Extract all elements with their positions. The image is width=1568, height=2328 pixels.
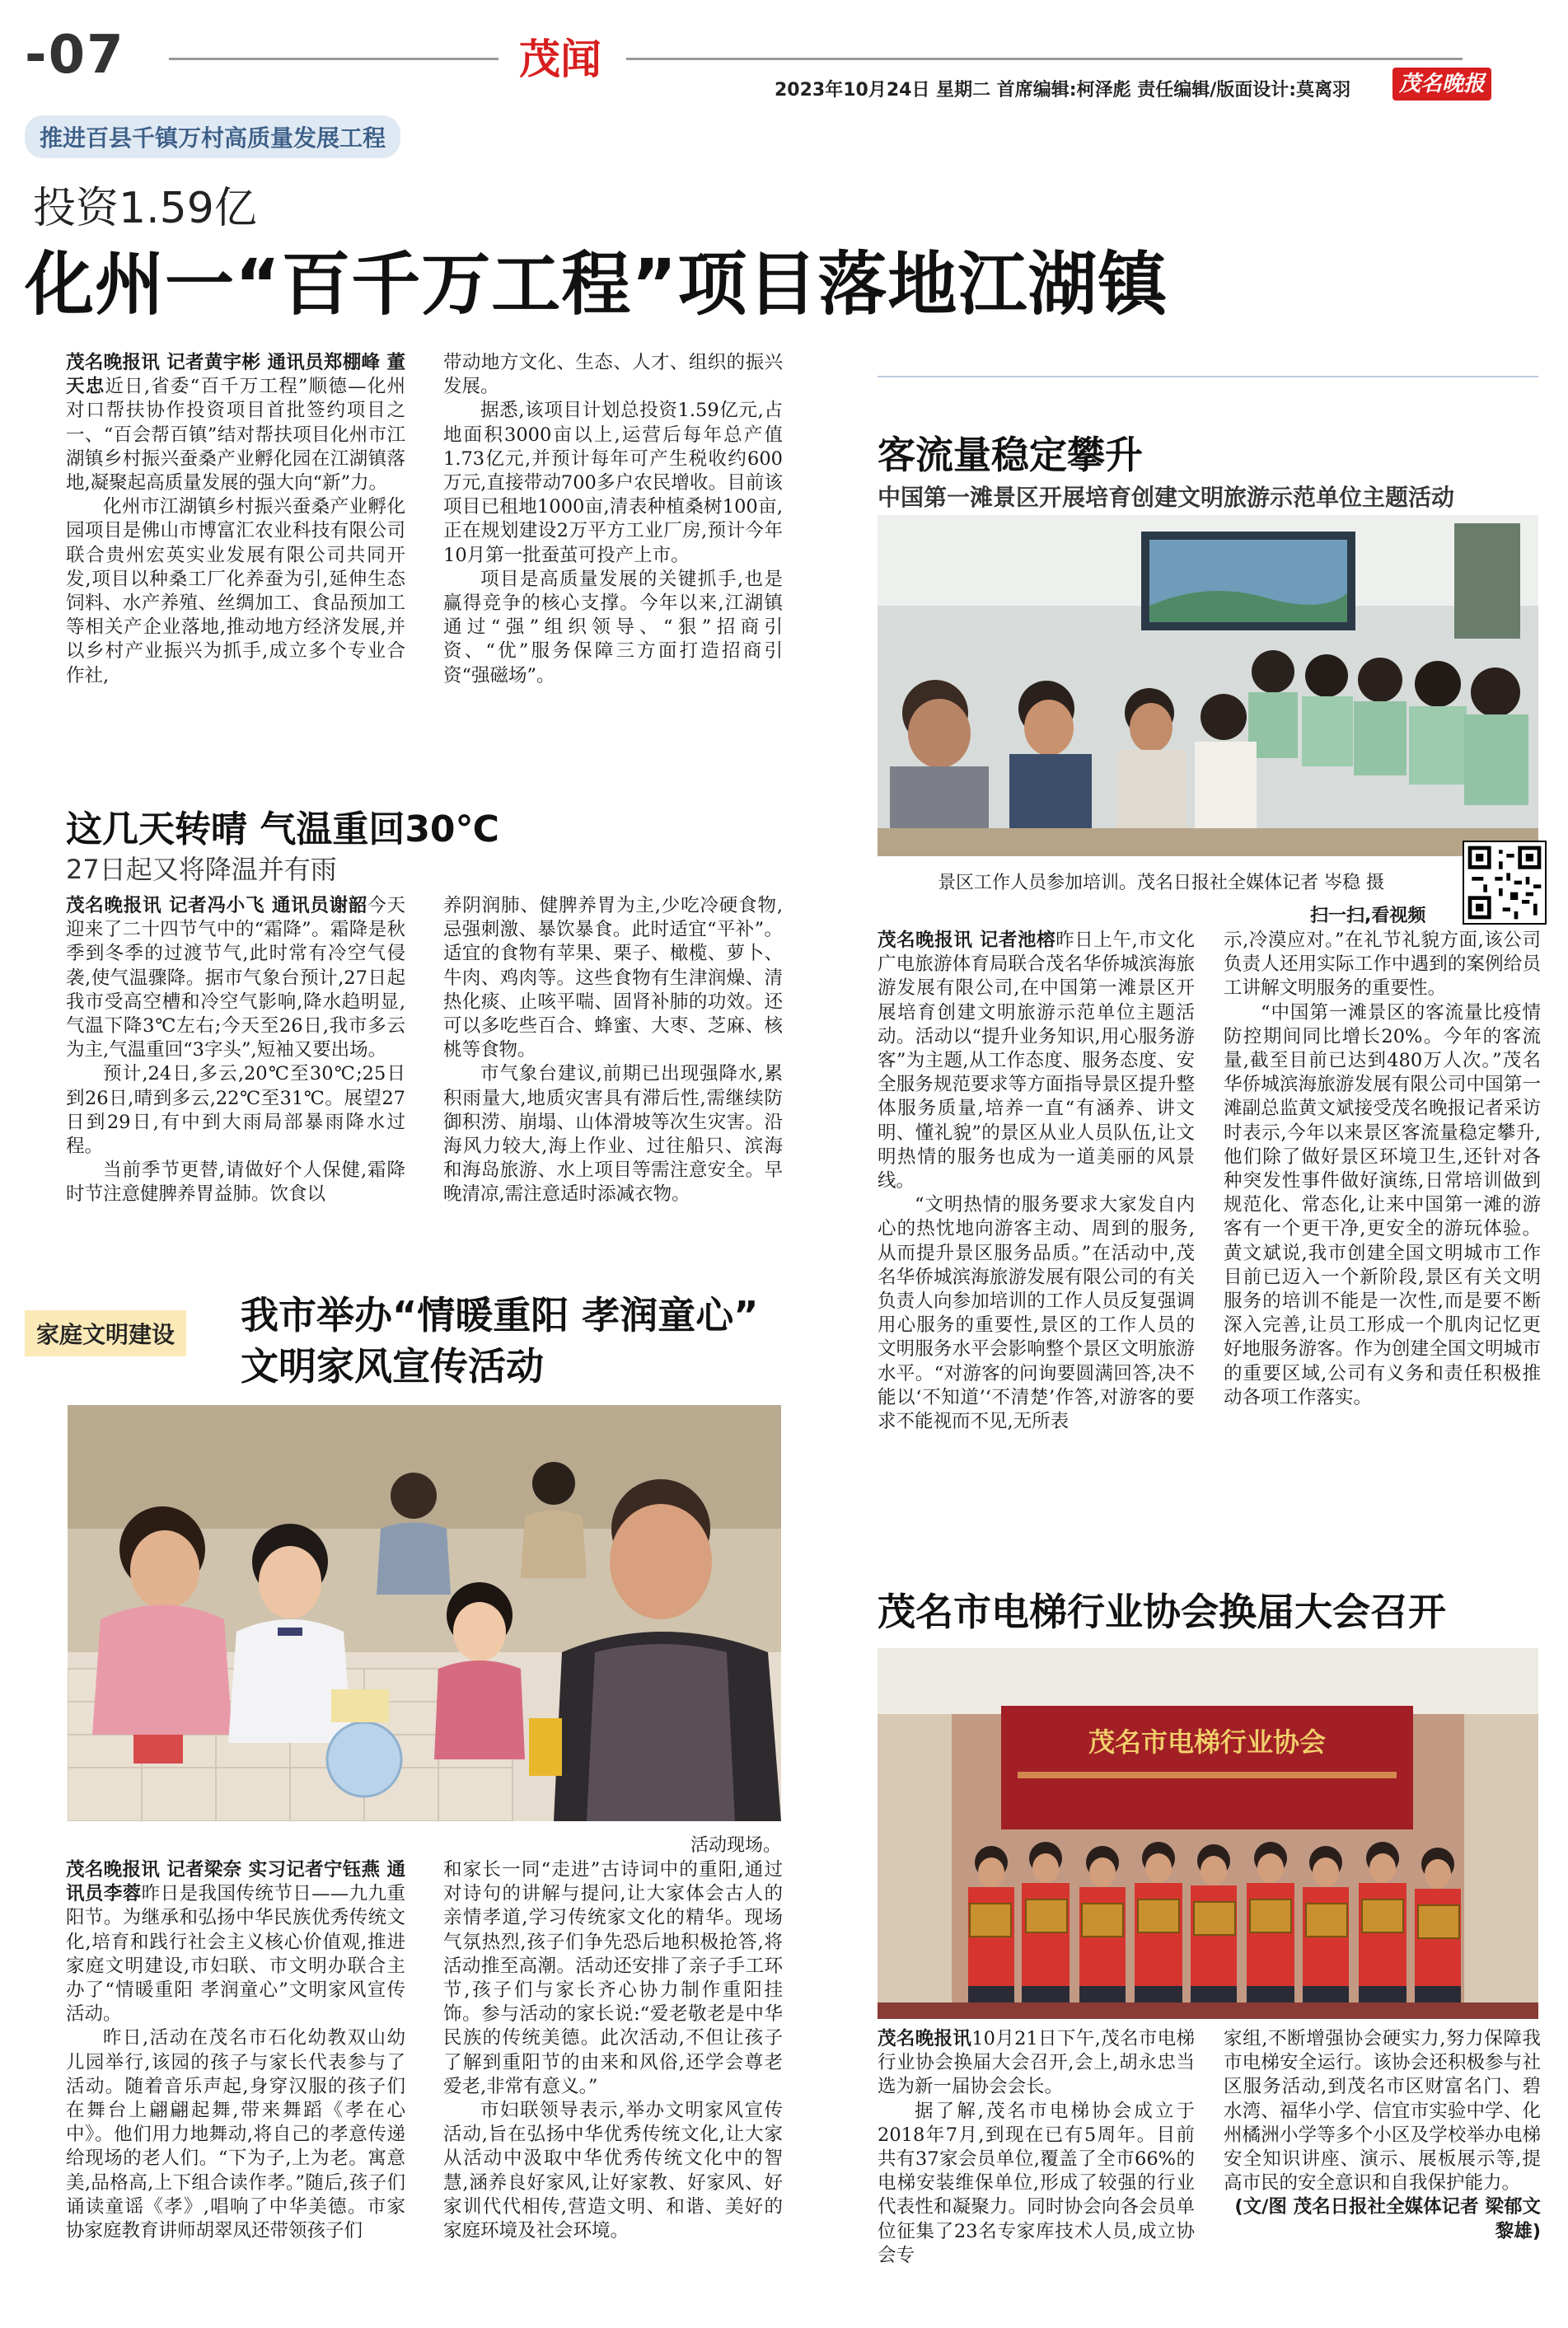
masthead-rule-right xyxy=(626,58,1463,60)
paragraph: 示,冷漠应对。”在礼节礼貌方面,该公司负责人还用实际工作中遇到的案例给员工讲解文明服务的重要性。 xyxy=(1224,930,1541,1000)
paragraph: 昨日是我国传统节日——九九重阳节。为继承和弘扬中华民族优秀传统文化,培育和践行社会主义核心价值观,推进家庭文明建设,市妇联、市文明办联合主办了“情暖重阳 孝润童心”文明家风宣传活动。 xyxy=(66,1883,405,2026)
paragraph: 家组,不断增强协会硬实力,努力保障我市电梯安全运行。该协会还积极参与社区服务活动,到茂名市区财富名门、碧水湾、福华小学、信宜市实验中学、化州橘洲小学等多个小区及学校举办电梯安全知识讲座、演示、展板展示等,提高市民的安全意识和自我保护能力。 xyxy=(1224,2028,1541,2195)
story5-byline: 茂名晚报讯 xyxy=(878,2028,972,2049)
story2-subhead: 27日起又将降温并有雨 xyxy=(66,854,337,885)
story1-byline: 茂名晚报讯 记者黄宇彬 通讯员郑棚峰 董天忠 xyxy=(66,352,405,398)
story2-col2 xyxy=(443,894,783,1207)
paragraph: “中国第一滩景区的客流量比疫情防控期间同比增长20%。今年的客流量,截至目前已达到480万人次。”茂名华侨城滨海旅游发展有限公司中国第一滩副总监黄文斌接受茂名晚报记者采访时表示,今年以来景区客流量稳定攀升,他们除了做好景区环境卫生,还针对各种突发性事件做好演练,日常培训做到规范化、常态化,让来中国第一滩的游客有一个更干净,更安全的游玩体验。黄文斌说,我市创建全国文明城市工作目前已迈入一个新阶段,景区有关文明服务的培训不能是一次性,而是要不断深入完善,让员工形成一个肌肉记忆更好地服务游客。作为创建全国文明城市的重要区域,公司有义务和责任积极推动各项工作落实。 xyxy=(1224,1001,1541,1408)
page-number: -07 xyxy=(25,25,125,86)
paragraph: 项目是高质量发展的关键抓手,也是赢得竞争的核心支撑。今年以来,江湖镇通过“强”组织领导、“狠”招商引资、“优”服务保障三方面打造招商引资“强磁场”。 xyxy=(443,568,783,686)
banner-text: 茂名市电梯行业协会 xyxy=(1088,1726,1327,1758)
story3-col1 xyxy=(66,1858,405,2243)
training-session-illustration xyxy=(878,515,1538,856)
story4-col1 xyxy=(878,929,1195,1434)
masthead-info: 2023年10月24日 星期二 首席编辑:柯泽彪 责任编辑/版面设计:莫离羽 xyxy=(775,80,1351,101)
paragraph: 据悉,该项目计划总投资1.59亿元,占地面积3000亩以上,运营后每年总产值1.73亿元,并预计每年可产生税收约600万元,直接带动700多户农民增收。目前该项目已租地1000亩,清表种植桑树100亩,正在规划建设2万平方工业厂房,预计今年10月第一批蚕茧可投产上市。 xyxy=(443,400,783,566)
story3-byline: 茂名晚报讯 记者梁奈 实习记者宁钰燕 通讯员李蓉 xyxy=(66,1859,405,1905)
story5-col2 xyxy=(1224,2027,1541,2244)
paragraph: 带动地方文化、生态、人才、组织的振兴发展。 xyxy=(443,352,783,398)
story1-kicker: 投资1.59亿 xyxy=(33,184,257,233)
section-name: 茂闻 xyxy=(519,35,601,83)
story1-tag: 推进百县千镇万村高质量发展工程 xyxy=(25,115,400,158)
story1-col1 xyxy=(66,351,405,688)
story5-credit: (文/图 茂名日报社全媒体记者 梁郁文 黎雄) xyxy=(1234,2196,1541,2242)
paragraph: 当前季节更替,请做好个人保健,霜降时节注意健脾养胃益肺。饮食以 xyxy=(66,1159,405,1206)
paragraph: “文明热情的服务要求大家发自内心的热忱地向游客主动、周到的服务,从而提升景区服务品质。”在活动中,茂名华侨城滨海旅游发展有限公司的有关负责人向参加培训的工作人员反复强调用心服务的重要性,景区的工作人员的文明服务水平会影响整个景区文明旅游水平。“对游客的问询要圆满回答,决不能以‘不知道’‘不清楚’作答,对游客的要求不能视而不见,无所表 xyxy=(878,1194,1195,1433)
story3-photo-caption: 活动现场。 xyxy=(690,1835,782,1856)
paragraph: 今天迎来了二十四节气中的“霜降”。霜降是秋季到冬季的过渡节气,此时常有冷空气侵袭,使气温骤降。据市气象台预计,27日起我市受高空槽和冷空气影响,降水趋明显,气温下降3℃左右;今天至26日,我市多云为主,气温重回“3字头”,短袖又要出场。 xyxy=(66,895,405,1061)
paragraph: 养阴润肺、健脾养胃为主,少吃冷硬食物,忌强刺激、暴饮暴食。此时适宜“平补”。适宜的食物有苹果、栗子、橄榄、萝卜、牛肉、鸡肉等。这些食物有生津润燥、清热化痰、止咳平喘、固肾补肺的功效。还可以多吃些百合、蜂蜜、大枣、芝麻、核桃等食物。 xyxy=(443,895,783,1061)
paragraph: 据了解,茂名市电梯协会成立于2018年7月,到现在已有5周年。目前共有37家会员单位,覆盖了全市66%的电梯安装维保单位,形成了较强的行业代表性和凝聚力。同时协会向各会员单位征集了23名专家库技术人员,成立协会专 xyxy=(878,2100,1195,2266)
story5-photo xyxy=(878,1648,1538,2019)
story2-headline: 这几天转晴 气温重回30℃ xyxy=(66,808,499,850)
story5-col1 xyxy=(878,2027,1195,2268)
paper-logo: 茂名晚报 xyxy=(1392,68,1491,101)
paragraph: 市气象台建议,前期已出现强降水,累积雨量大,地质灾害具有滞后性,需继续防御积涝、崩塌、山体滑坡等次生灾害。沿海风力较大,海上作业、过往船只、滨海和海岛旅游、水上项目等需注意安全。早晚清凉,需注意适时添减衣物。 xyxy=(443,1063,783,1206)
paragraph: 昨日,活动在茂名市石化幼教双山幼儿园举行,该园的孩子与家长代表参与了活动。随着音乐声起,身穿汉服的孩子们在舞台上翩翩起舞,带来舞蹈《孝在心中》。他们用力地舞动,将自己的孝意传递给现场的老人们。“下为子,上为老。寓意美,品格高,上下组合读作孝。”随后,孩子们诵读童谣《孝》,唱响了中华美德。市家协家庭教育讲师胡翠凤还带领孩子们 xyxy=(66,2027,405,2242)
paragraph: 化州市江湖镇乡村振兴蚕桑产业孵化园项目是佛山市博富汇农业科技有限公司联合贵州宏英实业发展有限公司共同开发,项目以种桑工厂化养蚕为引,延伸生态饲料、水产养殖、丝绸加工、食品预加工等相关产企业落地,推动地方经济发展,并以乡村产业振兴为抓手,成立多个专业合作社, xyxy=(66,496,405,686)
story2-col1 xyxy=(66,894,405,1207)
story4-subhead: 中国第一滩景区开展培育创建文明旅游示范单位主题活动 xyxy=(878,484,1455,511)
paragraph: 10月21日下午,茂名市电梯行业协会换届大会召开,会上,胡永忠当选为新一届协会会长。 xyxy=(878,2028,1195,2098)
story4-photo xyxy=(878,515,1538,856)
qr-code-icon[interactable] xyxy=(1463,841,1547,925)
group-photo-illustration xyxy=(878,1648,1538,2019)
story4-byline: 茂名晚报讯 记者池榕 xyxy=(878,930,1056,951)
paragraph: 近日,省委“百千万工程”顺德—化州对口帮扶协作投资项目首批签约项目之一、“百会帮百镇”结对帮扶项目化州市江湖镇乡村振兴蚕桑产业孵化园在江湖镇落地,凝聚起高质量发展的强大向“新”力。 xyxy=(66,376,405,494)
story4-photo-caption: 景区工作人员参加培训。茂名日报社全媒体记者 岑稳 摄 xyxy=(938,873,1384,893)
story4-top-rule xyxy=(878,376,1538,377)
story1-col2 xyxy=(443,351,783,688)
craft-activity-illustration xyxy=(68,1405,781,1821)
paragraph: 昨日上午,市文化广电旅游体育局联合茂名华侨城滨海旅游发展有限公司,在中国第一滩景区开展培育创建文明旅游示范单位主题活动。活动以“提升业务知识,用心服务游客”为主题,从工作态度、服务态度、安全服务规范要求等方面指导景区提升整体服务质量,培养一直“有涵养、讲文明、懂礼貌”的景区从业人员队伍,让文明热情的服务也成为一道美丽的风景线。 xyxy=(878,930,1195,1192)
paragraph: 预计,24日,多云,20℃至30℃;25日到26日,晴到多云,22℃至31℃。展望27日到29日,有中到大雨局部暴雨降水过程。 xyxy=(66,1063,405,1158)
story2-byline: 茂名晚报讯 记者冯小飞 通讯员谢韶 xyxy=(66,895,368,916)
paragraph: 和家长一同“走进”古诗词中的重阳,通过对诗句的讲解与提问,让大家体会古人的亲情孝道,学习传统家文化的精华。现场气氛热烈,孩子们争先恐后地积极抢答,将活动推至高潮。活动还安排了亲子手工环节,孩子们与家长齐心协力制作重阳挂饰。参与活动的家长说:“爱老敬老是中华民族的传统美德。此次活动,不但让孩子了解到重阳节的由来和风俗,还学会尊老爱老,非常有意义。” xyxy=(443,1859,783,2097)
story3-tag: 家庭文明建设 xyxy=(25,1310,186,1356)
story3-photo xyxy=(68,1405,781,1821)
paragraph: 市妇联领导表示,举办文明家风宣传活动,旨在弘扬中华优秀传统文化,让大家从活动中汲取中华优秀传统文化中的智慧,涵养良好家风,让好家教、好家风、好家训代代相传,营造文明、和谐、美好的家庭环境及社会环境。 xyxy=(443,2100,783,2242)
story3-headline-line1: 我市举办“情暖重阳 孝润童心” xyxy=(241,1293,759,1337)
qr-label: 扫一扫,看视频 xyxy=(1310,906,1426,926)
story4-col2 xyxy=(1224,929,1541,1410)
story5-headline: 茂名市电梯行业协会换届大会召开 xyxy=(878,1590,1446,1634)
story4-headline: 客流量稳定攀升 xyxy=(878,433,1143,477)
masthead-rule-left xyxy=(169,58,498,60)
story1-headline: 化州一“百千万工程”项目落地江湖镇 xyxy=(25,244,1168,325)
story3-col2 xyxy=(443,1858,783,2243)
story3-headline-line2: 文明家风宣传活动 xyxy=(241,1344,544,1389)
